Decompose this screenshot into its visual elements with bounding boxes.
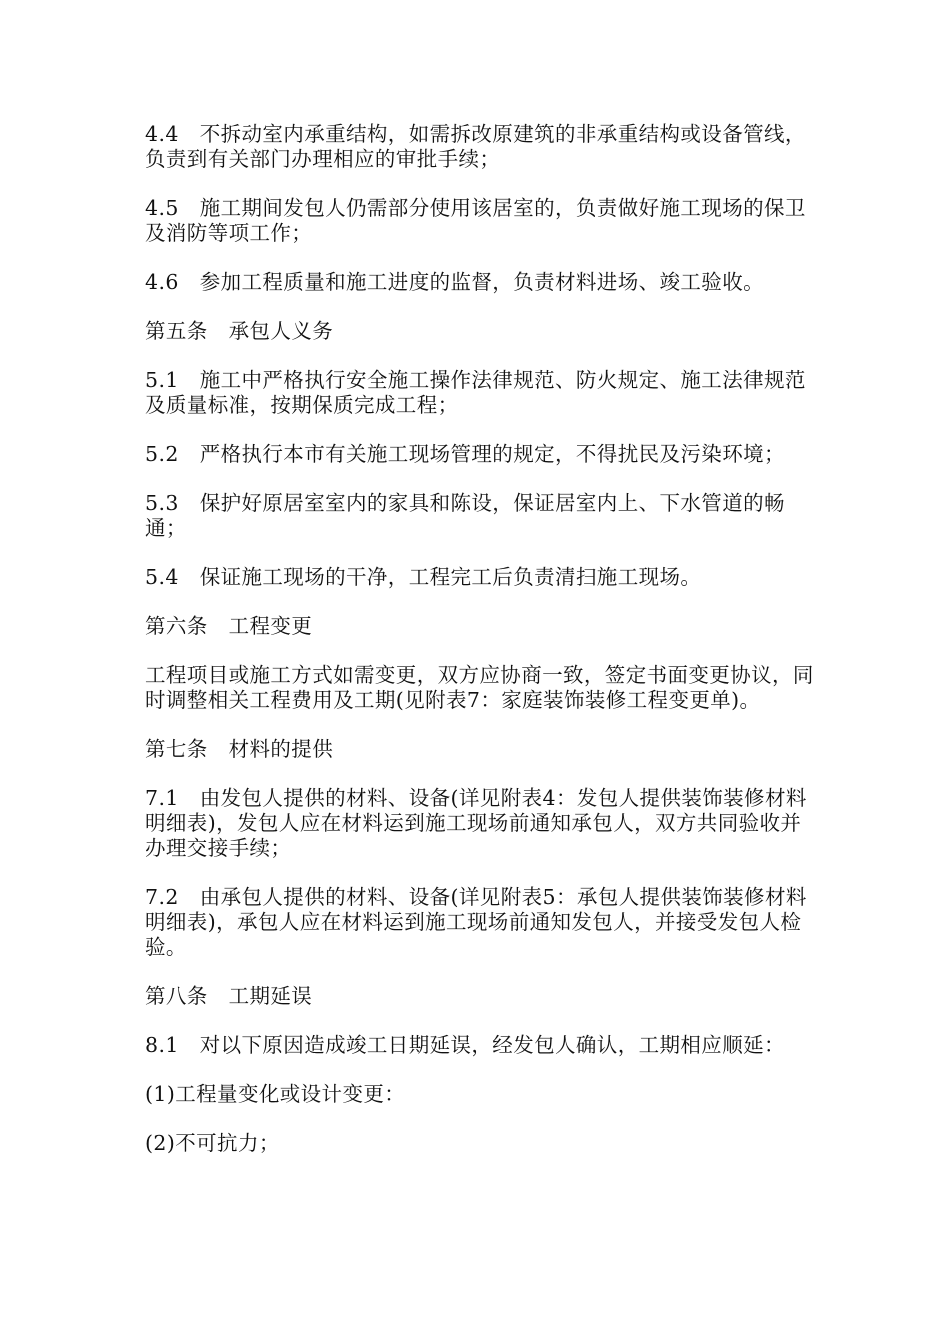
- clause-4-6: 4.6 参加工程质量和施工进度的监督，负责材料进场、竣工验收。: [145, 270, 764, 294]
- document-body: [145, 122, 820, 1180]
- list-item-1: (1)工程量变化或设计变更：: [145, 1082, 406, 1106]
- clause-8-1: 8.1 对以下原因造成竣工日期延误，经发包人确认，工期相应顺延：: [145, 1033, 785, 1057]
- article-6-heading: 第六条 工程变更: [145, 614, 313, 638]
- clause-5-3: 5.3 保护好原居室室内的家具和陈设，保证居室内上、下水管道的畅通；: [145, 491, 785, 540]
- clause-7-1: 7.1 由发包人提供的材料、设备(详见附表4：发包人提供装饰装修材料明细表)，发包人应在材料运到施工现场前通知承包人，双方共同验收并办理交接手续；: [145, 786, 807, 860]
- article-8-heading: 第八条 工期延误: [145, 984, 313, 1008]
- clause-5-2: 5.2 严格执行本市有关施工现场管理的规定，不得扰民及污染环境；: [145, 442, 785, 466]
- clause-4-5: 4.5 施工期间发包人仍需部分使用该居室的，负责做好施工现场的保卫及消防等项工作；: [145, 196, 806, 245]
- article-6-body: 工程项目或施工方式如需变更，双方应协商一致，签定书面变更协议，同时调整相关工程费用及工期(见附表7：家庭装饰装修工程变更单)。: [145, 663, 814, 712]
- article-5-heading: 第五条 承包人义务: [145, 319, 334, 343]
- list-item-2: (2)不可抗力；: [145, 1131, 280, 1155]
- clause-7-2: 7.2 由承包人提供的材料、设备(详见附表5：承包人提供装饰装修材料明细表)，承包人应在材料运到施工现场前通知发包人，并接受发包人检验。: [145, 885, 807, 959]
- clause-5-4: 5.4 保证施工现场的干净，工程完工后负责清扫施工现场。: [145, 565, 702, 589]
- clause-4-4: 4.4 不拆动室内承重结构，如需拆改原建筑的非承重结构或设备管线，负责到有关部门办理相应的审批手续；: [145, 122, 806, 171]
- clause-5-1: 5.1 施工中严格执行安全施工操作法律规范、防火规定、施工法律规范及质量标准，按期保质完成工程；: [145, 368, 806, 417]
- article-7-heading: 第七条 材料的提供: [145, 737, 334, 761]
